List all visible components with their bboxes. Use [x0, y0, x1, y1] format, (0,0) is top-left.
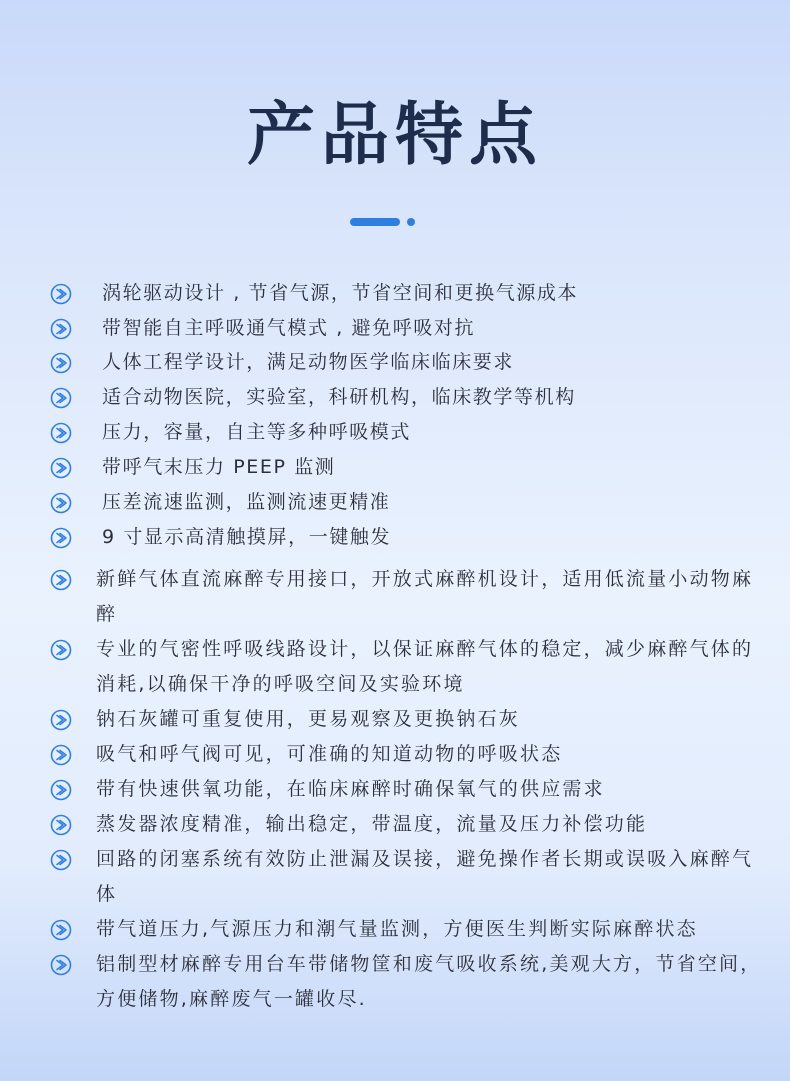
page-title: 产品特点: [246, 96, 543, 175]
feature-text: 适合动物医院，实验室，科研机构，临床教学等机构: [102, 386, 576, 408]
feature-text: 人体工程学设计，满足动物医学临床临床要求: [102, 351, 515, 373]
circle-chevron-right-icon: [50, 457, 72, 479]
feature-text: 压力，容量，自主等多种呼吸模式: [102, 421, 412, 443]
circle-chevron-right-icon: [50, 954, 72, 976]
circle-chevron-right-icon: [50, 527, 72, 549]
feature-text: 压差流速监测，监测流速更精准: [102, 491, 391, 513]
feature-text: 回路的闭塞系统有效防止泄漏及误接，避免操作者长期或误吸入麻醉气体: [96, 848, 754, 905]
feature-text: 带智能自主呼吸通气模式 , 避免呼吸对抗: [102, 317, 476, 339]
circle-chevron-right-icon: [50, 744, 72, 766]
feature-text: 专业的气密性呼吸线路设计，以保证麻醉气体的稳定，减少麻醉气体的消耗,以确保干净的呼吸空间及实验环境: [96, 638, 754, 695]
circle-chevron-right-icon: [50, 814, 72, 836]
circle-chevron-right-icon: [50, 709, 72, 731]
feature-text: 钠石灰罐可重复使用，更易观察及更换钠石灰: [96, 708, 521, 730]
circle-chevron-right-icon: [50, 318, 72, 340]
decoration-dot: [407, 218, 415, 226]
circle-chevron-right-icon: [50, 919, 72, 941]
feature-text: 带有快速供氧功能，在临床麻醉时确保氧气的供应需求: [96, 778, 605, 800]
circle-chevron-right-icon: [50, 283, 72, 305]
circle-chevron-right-icon: [50, 849, 72, 871]
circle-chevron-right-icon: [50, 352, 72, 374]
decoration-bar: [350, 218, 400, 226]
feature-text: 新鲜气体直流麻醉专用接口，开放式麻醉机设计，适用低流量小动物麻醉: [96, 568, 754, 625]
circle-chevron-right-icon: [50, 639, 72, 661]
feature-text: 铝制型材麻醉专用台车带储物筐和废气吸收系统,美观大方，节省空间，方便储物,麻醉废气一罐收尽.: [96, 953, 762, 1010]
feature-text: 蒸发器浓度精准，输出稳定，带温度，流量及压力补偿功能: [96, 813, 648, 835]
circle-chevron-right-icon: [50, 422, 72, 444]
circle-chevron-right-icon: [50, 492, 72, 514]
feature-text: 涡轮驱动设计 , 节省气源，节省空间和更换气源成本: [102, 282, 579, 304]
title-decoration: [350, 218, 420, 226]
circle-chevron-right-icon: [50, 779, 72, 801]
feature-text: 吸气和呼气阀可见，可准确的知道动物的呼吸状态: [96, 743, 563, 765]
feature-text: 9 寸显示高清触摸屏，一键触发: [102, 526, 392, 548]
circle-chevron-right-icon: [50, 569, 72, 591]
feature-text: 带气道压力,气源压力和潮气量监测，方便医生判断实际麻醉状态: [96, 918, 698, 940]
circle-chevron-right-icon: [50, 387, 72, 409]
feature-text: 带呼气末压力 PEEP 监测: [102, 456, 336, 478]
